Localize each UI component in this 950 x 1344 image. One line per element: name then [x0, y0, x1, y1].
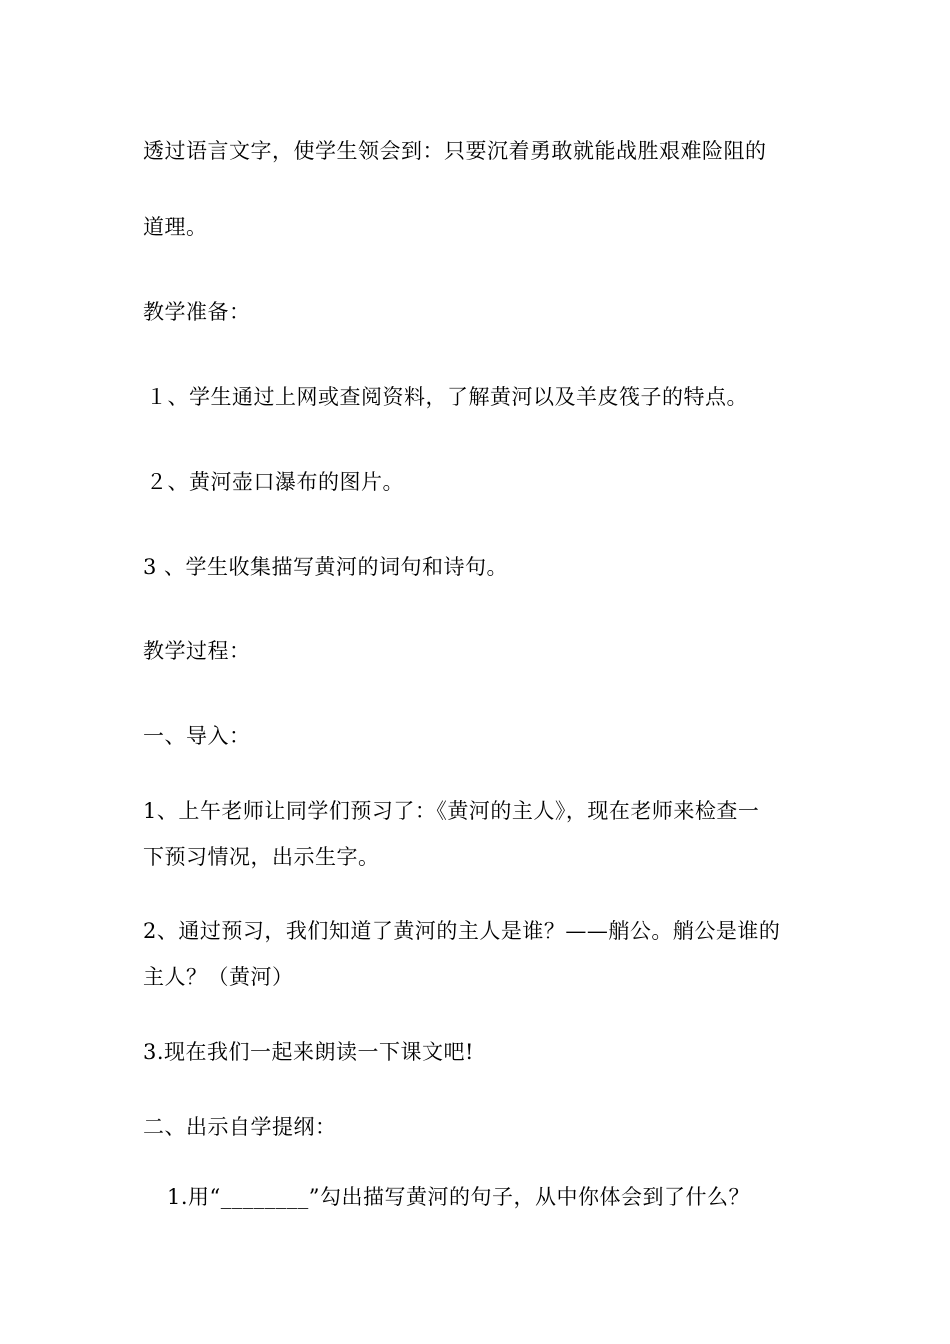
subsection-heading-self-study: 二、出示自学提纲：	[143, 1115, 337, 1139]
subsection-heading-intro: 一、导入：	[143, 724, 251, 748]
objective-text-line-1: 透过语言文字，使学生领会到：只要沉着勇敢就能战胜艰难险阻的	[143, 139, 767, 163]
intro-item-2-line-2: 主人？（黄河）	[143, 965, 294, 989]
objective-text-line-2: 道理。	[143, 215, 208, 239]
section-heading-process: 教学过程：	[143, 639, 251, 663]
intro-item-2-line-1: 2、通过预习，我们知道了黄河的主人是谁？——艄公。艄公是谁的	[143, 919, 781, 943]
self-study-item-1: 1.用“________”勾出描写黄河的句子，从中你体会到了什么？	[167, 1185, 751, 1209]
intro-item-1-line-2: 下预习情况，出示生字。	[143, 845, 380, 869]
section-heading-preparation: 教学准备：	[143, 300, 251, 324]
preparation-item-2: ２、黄河壶口瀑布的图片。	[146, 470, 404, 494]
intro-item-3: 3.现在我们一起来朗读一下课文吧!	[143, 1040, 474, 1064]
preparation-item-1: １、学生通过上网或查阅资料，了解黄河以及羊皮筏子的特点。	[146, 385, 748, 409]
preparation-item-3: 3 、学生收集描写黄河的词句和诗句。	[143, 555, 509, 579]
intro-item-1-line-1: 1、上午老师让同学们预习了：《黄河的主人》，现在老师来检查一	[143, 799, 760, 823]
